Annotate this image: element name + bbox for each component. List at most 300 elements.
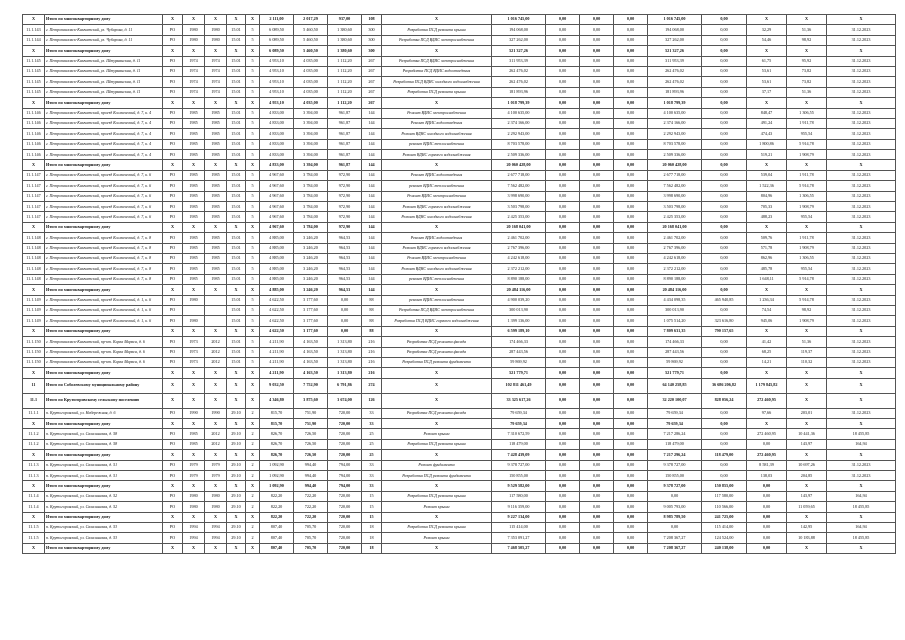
table-cell: 0,00 <box>546 150 580 160</box>
table-cell: 0,00 <box>614 285 648 295</box>
table-cell: X <box>183 98 205 108</box>
table-cell: 4 211,90 <box>260 347 294 357</box>
table-cell: X <box>163 98 183 108</box>
table-cell: X <box>227 98 246 108</box>
table-cell: 1980 <box>183 502 205 512</box>
table-cell: 31.12.2023 <box>827 316 896 326</box>
table-cell: 1 908,79 <box>787 150 827 160</box>
table-cell: 1 522,36 <box>747 181 787 191</box>
table-cell: 73,82 <box>787 77 827 87</box>
table-cell: X <box>382 160 492 170</box>
table-cell: 1 092,90 <box>260 481 294 491</box>
table-row <box>23 56 896 66</box>
table-cell: Разработка ПСД ремонта крыши <box>382 439 492 449</box>
table-cell: 15.01 <box>227 212 246 222</box>
table-cell: 3 246,20 <box>294 243 328 253</box>
table-cell: 994,40 <box>294 460 328 470</box>
table-cell: 2 <box>246 408 260 418</box>
table-cell: 29.10 <box>227 408 246 418</box>
table-cell: 274 <box>362 378 382 393</box>
table-cell: 33 <box>362 460 382 470</box>
total-row <box>23 450 896 460</box>
table-cell: РО <box>163 439 183 449</box>
table-cell: п. Крутогоровский, ул. Сахалинская, д. 53 <box>45 533 163 543</box>
table-cell: 31.12.2023 <box>827 295 896 305</box>
table-cell: 0,00 <box>702 181 747 191</box>
table-cell: 5 914,78 <box>787 274 827 284</box>
table-cell: 262 476,02 <box>648 77 702 87</box>
table-cell: 0,00 <box>580 471 614 481</box>
table-cell: 0,00 <box>580 481 614 491</box>
table-cell: 2 <box>246 533 260 543</box>
table-cell: X <box>227 46 246 56</box>
table-cell: X <box>23 326 45 336</box>
table-cell: 11 059,65 <box>787 502 827 512</box>
table-cell: 0,00 <box>702 139 747 149</box>
table-cell: 0,00 <box>614 129 648 139</box>
table-cell: 0,00 <box>614 253 648 263</box>
table-cell: 9 005 793,00 <box>648 502 702 512</box>
table-cell: 144 <box>362 233 382 243</box>
table-cell: 11.1.147 <box>23 202 45 212</box>
table-cell: 0,00 <box>702 15 747 25</box>
table-cell: 9 227 134,00 <box>492 512 546 522</box>
table-cell: 5 <box>246 305 260 315</box>
table-cell: 848,47 <box>747 108 787 118</box>
table-cell: X <box>827 378 896 393</box>
table-cell: 31.12.2023 <box>827 170 896 180</box>
table-cell: 9 116 359,00 <box>492 502 546 512</box>
table-cell: 4 833,00 <box>260 160 294 170</box>
table-cell: 31.12.2023 <box>827 460 896 470</box>
table-cell: 3 246,20 <box>294 264 328 274</box>
table-cell: 4 035,00 <box>294 77 328 87</box>
table-cell: 11.1.145 <box>23 66 45 76</box>
table-cell: 0,00 <box>580 393 614 408</box>
table-cell: 0,00 <box>546 512 580 522</box>
table-cell: 4 346,80 <box>260 393 294 408</box>
table-cell: Итого по многоквартирному дому <box>45 98 163 108</box>
table-cell: 0,00 <box>702 35 747 45</box>
table-cell: 807,40 <box>260 533 294 543</box>
table-cell: Разработка ПСД ремонта крыши <box>382 87 492 97</box>
table-cell: 7 208 367,27 <box>648 543 702 553</box>
table-cell: 18 <box>362 543 382 553</box>
table-cell: 7 809 631,35 <box>648 326 702 336</box>
table-cell: 1980 <box>205 35 227 45</box>
table-row <box>23 191 896 201</box>
table-cell: 5 <box>246 274 260 284</box>
table-cell: 720,00 <box>328 522 362 532</box>
table-cell: X <box>382 285 492 295</box>
table-cell: X <box>787 512 827 522</box>
table-cell: 0,00 <box>702 25 747 35</box>
table-cell: Разработка ПСД ремонта фундамента <box>382 471 492 481</box>
table-cell: 2012 <box>205 439 227 449</box>
table-cell: 0,00 <box>614 191 648 201</box>
table-cell: 31.12.2023 <box>827 56 896 66</box>
table-cell: Ремонт ВДИС холодного водоснабжения <box>382 264 492 274</box>
table-cell: 0,00 <box>546 98 580 108</box>
table-cell: 0,00 <box>580 502 614 512</box>
table-cell: 8 890 188,00 <box>648 274 702 284</box>
table-cell: 31.12.2023 <box>827 139 896 149</box>
table-cell: 1 075 514,20 <box>648 316 702 326</box>
table-cell: 1985 <box>205 274 227 284</box>
table-cell: 8 890 188,00 <box>492 274 546 284</box>
table-cell: РО <box>163 295 183 305</box>
table-cell: 0,00 <box>702 150 747 160</box>
table-cell: X <box>205 481 227 491</box>
table-cell: 0,00 <box>614 118 648 128</box>
table-cell: 0,00 <box>614 347 648 357</box>
table-cell: 1 016 745,00 <box>648 15 702 25</box>
table-cell: 0,00 <box>546 357 580 367</box>
table-cell: 0,00 <box>546 264 580 274</box>
table-cell: 31.12.2023 <box>827 305 896 315</box>
table-cell: РО <box>163 460 183 470</box>
table-cell: X <box>827 419 896 429</box>
table-cell: 144 <box>362 222 382 232</box>
table-cell: X <box>183 481 205 491</box>
table-cell: X <box>183 326 205 336</box>
table-cell: 102 811 461,49 <box>492 378 546 393</box>
table-cell: 0,00 <box>580 233 614 243</box>
table-cell: X <box>382 368 492 378</box>
table-cell: г. Петропавловск-Камчатский, проезд Космический, д. 7, к. 6 <box>45 202 163 212</box>
table-row <box>23 181 896 191</box>
table-cell: 4 035,00 <box>294 66 328 76</box>
table-cell: 5 <box>246 264 260 274</box>
table-cell: 1994 <box>205 533 227 543</box>
table-cell: 15.01 <box>227 191 246 201</box>
table-cell: 25 <box>362 439 382 449</box>
table-cell: X <box>787 419 827 429</box>
table-cell: 61,75 <box>747 56 787 66</box>
table-row <box>23 357 896 367</box>
table-row <box>23 274 896 284</box>
table-cell: 0,00 <box>614 35 648 45</box>
table-cell: X <box>227 543 246 553</box>
table-cell: 1974 <box>205 66 227 76</box>
table-cell: 267 <box>362 87 382 97</box>
table-cell: 862,96 <box>747 253 787 263</box>
table-cell: 98,92 <box>787 35 827 45</box>
table-cell: X <box>747 419 787 429</box>
table-cell: 4 833,00 <box>260 150 294 160</box>
table-cell: 144 <box>362 274 382 284</box>
total-row <box>23 98 896 108</box>
table-cell: 5 <box>246 233 260 243</box>
table-cell: 31.12.2023 <box>827 25 896 35</box>
table-cell: 11.1.143 <box>23 25 45 35</box>
table-cell: Итого по многоквартирному дому <box>45 368 163 378</box>
table-cell: 726,50 <box>294 429 328 439</box>
table-cell: 15.01 <box>227 129 246 139</box>
table-cell: РО <box>163 35 183 45</box>
table-cell: 11.1.145 <box>23 56 45 66</box>
table-cell: Итого по многоквартирному дому <box>45 285 163 295</box>
table-cell: 25 <box>362 450 382 460</box>
table-cell: 323 616,80 <box>702 316 747 326</box>
table-cell: 20 168 041,00 <box>648 222 702 232</box>
table-cell: 964,53 <box>328 285 362 295</box>
table-cell: 3 784,00 <box>294 222 328 232</box>
table-cell: 972,90 <box>328 212 362 222</box>
table-cell: 0,00 <box>702 129 747 139</box>
table-cell: 11.1.3 <box>23 460 45 470</box>
table-cell: X <box>787 450 827 460</box>
table-cell: 9 032,50 <box>260 378 294 393</box>
table-row <box>23 295 896 305</box>
table-cell: X <box>747 285 787 295</box>
table-cell: 720,00 <box>328 419 362 429</box>
table-cell: 0,00 <box>747 533 787 543</box>
table-cell: 1 313,80 <box>328 347 362 357</box>
table-cell: 1980 <box>183 35 205 45</box>
table-cell: 0,00 <box>702 408 747 418</box>
table-cell: 3 246,20 <box>294 274 328 284</box>
table-cell: 1994 <box>183 533 205 543</box>
table-cell: 15.01 <box>227 357 246 367</box>
table-cell: 3 998 690,00 <box>648 191 702 201</box>
table-cell: 1985 <box>183 150 205 160</box>
total-row <box>23 285 896 295</box>
table-cell: 0,00 <box>614 15 648 25</box>
table-cell: 2012 <box>205 347 227 357</box>
table-cell: X <box>23 543 45 553</box>
table-cell: 0,00 <box>614 512 648 522</box>
table-cell: 0,00 <box>614 243 648 253</box>
table-cell: 2 677 718,00 <box>648 170 702 180</box>
table-cell: 267 <box>362 56 382 66</box>
table-cell: X <box>163 160 183 170</box>
table-cell: 3 177,60 <box>294 305 328 315</box>
table-cell: 68,25 <box>747 347 787 357</box>
table-cell: X <box>787 285 827 295</box>
table-cell: 0,00 <box>546 129 580 139</box>
table-cell: 0,00 <box>614 326 648 336</box>
table-cell: X <box>163 481 183 491</box>
table-cell: 15.01 <box>227 264 246 274</box>
table-cell: 822,20 <box>260 502 294 512</box>
table-cell: 3 674,00 <box>328 393 362 408</box>
table-cell: 300 013,90 <box>492 305 546 315</box>
table-cell: X <box>827 393 896 408</box>
table-cell: 311 953,39 <box>492 56 546 66</box>
table-cell: 720,00 <box>328 439 362 449</box>
table-cell: 571,78 <box>747 243 787 253</box>
table-cell: 6 089,50 <box>260 25 294 35</box>
table-cell: 0,00 <box>580 181 614 191</box>
table-cell: 1985 <box>205 202 227 212</box>
table-cell: 955,54 <box>787 212 827 222</box>
table-cell: 0,00 <box>702 46 747 56</box>
table-cell: 0,00 <box>580 191 614 201</box>
table-cell: X <box>827 368 896 378</box>
table-cell: 2 461 702,00 <box>648 233 702 243</box>
table-cell: 0,00 <box>702 191 747 201</box>
table-cell: 0,00 <box>614 491 648 501</box>
table-cell: 0,00 <box>580 108 614 118</box>
table-cell: 790 157,65 <box>702 326 747 336</box>
table-cell: 994,40 <box>294 471 328 481</box>
table-cell: 0,00 <box>580 274 614 284</box>
table-cell: 0,00 <box>614 502 648 512</box>
table-cell: 32 220 100,07 <box>648 393 702 408</box>
table-cell: X <box>163 378 183 393</box>
table-cell: РО <box>163 357 183 367</box>
table-cell: 31.12.2023 <box>827 357 896 367</box>
table-cell: 2 292 943,00 <box>648 129 702 139</box>
table-cell: 3 998 690,00 <box>492 191 546 201</box>
table-cell: п. Крутогоровский, ул. Сахалинская, д. 52 <box>45 502 163 512</box>
table-cell: 0,00 <box>580 522 614 532</box>
table-cell: 4 833,00 <box>260 139 294 149</box>
table-cell: 15 <box>362 491 382 501</box>
table-cell: 11.1.144 <box>23 35 45 45</box>
table-cell: X <box>183 160 205 170</box>
table-cell: 0,00 <box>580 202 614 212</box>
table-cell: 1985 <box>183 108 205 118</box>
total-row <box>23 222 896 232</box>
table-cell: Ремонт ВДИС холодного водоснабжения <box>382 212 492 222</box>
table-cell: 0,00 <box>546 87 580 97</box>
table-cell: 4 900 039,20 <box>492 295 546 305</box>
table-cell: РО <box>163 139 183 149</box>
table-cell: 0,00 <box>614 543 648 553</box>
table-cell: 88 <box>362 295 382 305</box>
table-cell: 2 <box>246 491 260 501</box>
table-cell: 720,00 <box>328 533 362 543</box>
table-cell: РО <box>163 491 183 501</box>
table-cell: 972,90 <box>328 191 362 201</box>
table-cell: г. Петропавловск-Камчатский, проезд Космический, д. 7, к. 4 <box>45 139 163 149</box>
table-cell: 1985 <box>183 243 205 253</box>
table-cell: 144 <box>362 264 382 274</box>
table-cell: X <box>827 326 896 336</box>
table-cell: 79 659,34 <box>648 419 702 429</box>
table-cell: Ремонт крыши <box>382 533 492 543</box>
table-cell: 0,00 <box>580 87 614 97</box>
table-cell: 4 242 618,00 <box>648 253 702 263</box>
table-cell: 194 068,00 <box>648 25 702 35</box>
table-cell: 53,61 <box>747 77 787 87</box>
table-cell: 29.10 <box>227 533 246 543</box>
table-cell: 3 394,00 <box>294 150 328 160</box>
table-cell: г. Петропавловск-Камчатский, ул. Чубарова, д. 11 <box>45 35 163 45</box>
table-cell: 0,00 <box>580 253 614 263</box>
table-cell: 0,00 <box>546 305 580 315</box>
table-cell: 0,00 <box>614 295 648 305</box>
table-cell: РО <box>163 66 183 76</box>
table-cell: РО <box>163 129 183 139</box>
table-cell: 0,00 <box>328 295 362 305</box>
table-cell: 1974 <box>205 87 227 97</box>
table-cell: 0,00 <box>702 439 747 449</box>
table-cell: 0,00 <box>546 25 580 35</box>
table-cell: 203,01 <box>787 408 827 418</box>
table-cell: 3 177,60 <box>294 295 328 305</box>
table-cell: 0,00 <box>580 66 614 76</box>
table-cell: 11.1.146 <box>23 150 45 160</box>
table-cell: ремонт ВДИС теплоснабжения <box>382 139 492 149</box>
table-cell: 31.12.2023 <box>827 129 896 139</box>
table-cell: Ремонт ВДИС горячего водоснабжения <box>382 202 492 212</box>
table-cell: 961,87 <box>328 150 362 160</box>
table-cell: 144 <box>362 118 382 128</box>
table-cell: X <box>827 222 896 232</box>
table-cell: 11.1.148 <box>23 243 45 253</box>
table-cell: 4 622,50 <box>260 326 294 336</box>
table-cell: Итого по Крутогоровскому сельскому поселению <box>45 393 163 408</box>
table-cell: 51,36 <box>787 337 827 347</box>
table-cell: 5 <box>246 337 260 347</box>
table-cell: г. Петропавловск-Камчатский, ул. Штурманская, д. 11 <box>45 87 163 97</box>
table-cell: X <box>183 512 205 522</box>
table-cell: 815,70 <box>260 408 294 418</box>
table-cell: 0,00 <box>614 419 648 429</box>
table-cell: 11.1.4 <box>23 502 45 512</box>
table-cell: 0,00 <box>580 25 614 35</box>
table-cell: 11.1 <box>23 393 45 408</box>
table-cell: 0,00 <box>702 160 747 170</box>
table-cell: 1985 <box>183 212 205 222</box>
table-cell: 18 <box>362 533 382 543</box>
table-cell: X <box>246 15 260 25</box>
table-cell: 216 <box>362 347 382 357</box>
table-cell: 5 <box>246 316 260 326</box>
table-cell: X <box>205 46 227 56</box>
table-cell: РО <box>163 181 183 191</box>
table-cell: 174 466,33 <box>648 337 702 347</box>
table-cell: 0,00 <box>546 191 580 201</box>
table-cell: 311 953,39 <box>648 56 702 66</box>
table-cell: 33 <box>362 481 382 491</box>
table-cell: X <box>747 222 787 232</box>
table-cell: X <box>23 222 45 232</box>
table-cell: 3 784,00 <box>294 191 328 201</box>
table-cell: РО <box>163 212 183 222</box>
table-cell: 0,00 <box>614 170 648 180</box>
table-cell: 124 524,00 <box>702 533 747 543</box>
table-cell: 2 292 943,00 <box>492 129 546 139</box>
table-cell: 51,36 <box>787 25 827 35</box>
table-cell: 11.1.146 <box>23 129 45 139</box>
table-cell: 262 476,02 <box>492 77 546 87</box>
table-cell: 11.1.145 <box>23 77 45 87</box>
table-cell: 144 <box>362 253 382 263</box>
table-row <box>23 429 896 439</box>
table-cell: 0,00 <box>580 429 614 439</box>
table-cell: 5 <box>246 35 260 45</box>
table-cell: 1974 <box>183 77 205 87</box>
table-cell: 0,00 <box>614 233 648 243</box>
table-cell: 11.1.150 <box>23 347 45 357</box>
table-cell: 4 967,60 <box>260 202 294 212</box>
table-cell: 0,00 <box>614 450 648 460</box>
table-cell: 5 <box>246 129 260 139</box>
table-row <box>23 87 896 97</box>
table-cell: 2 461 702,00 <box>492 233 546 243</box>
capital-repair-plan-sheet <box>22 14 879 554</box>
table-cell: 0,00 <box>546 481 580 491</box>
table-cell: X <box>227 285 246 295</box>
table-cell: 720,00 <box>328 450 362 460</box>
table-cell: 4 242 618,00 <box>492 253 546 263</box>
table-cell: Итого по многоквартирному дому <box>45 481 163 491</box>
table-cell: X <box>163 285 183 295</box>
